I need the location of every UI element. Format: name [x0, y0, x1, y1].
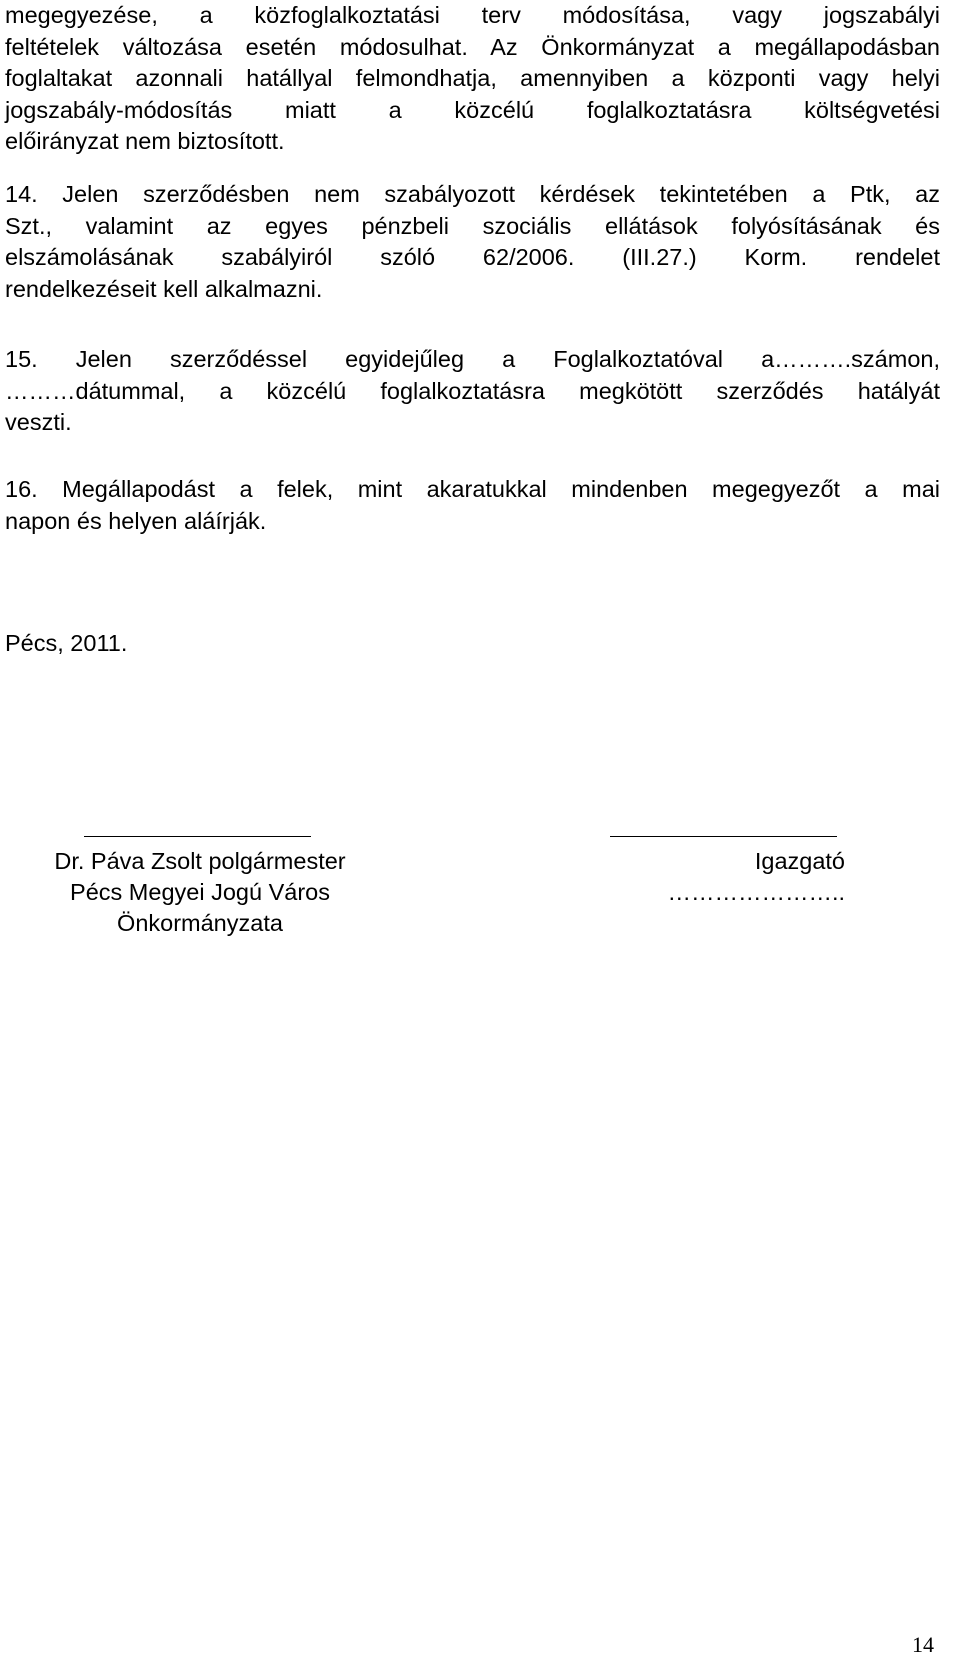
- place-date: Pécs, 2011.: [5, 630, 128, 656]
- text-line: feltételek változása esetén módosulhat. Az Önkormányzat a megállapodásban: [5, 33, 940, 60]
- text-line: veszti.: [5, 409, 72, 435]
- paragraph-15: [5, 344, 940, 439]
- text-line: rendelkezéseit kell alkalmazni.: [5, 275, 323, 302]
- signatory-left-org-2: Önkormányzata: [117, 910, 283, 936]
- text-line: 15. Jelen szerződéssel egyidejűleg a Foglalkoztatóval a……….számon,: [5, 346, 940, 372]
- text-line: megegyezése, a közfoglalkoztatási terv módosítása, vagy jogszabályi: [5, 2, 940, 28]
- paragraph-16: [5, 474, 940, 537]
- text-line: 14. Jelen szerződésben nem szabályozott kérdések tekintetében a Ptk, az: [5, 181, 940, 207]
- text-line: foglaltakat azonnali hatállyal felmondhatja, amennyiben a központi vagy helyi: [5, 65, 940, 91]
- paragraph-13-continuation: [5, 0, 940, 158]
- text-line: előirányzat nem biztosított.: [5, 128, 285, 154]
- text-line: napon és helyen aláírják.: [5, 507, 267, 534]
- signature-line-right: [610, 836, 837, 837]
- text-line: ………dátummal, a közcélú foglalkoztatásra megkötött szerződés hatályát: [5, 377, 940, 404]
- signatory-right-title: Igazgató: [754, 848, 845, 874]
- text-line: jogszabály-módosítás miatt a közcélú foglalkoztatásra költségvetési: [5, 96, 940, 123]
- text-line: Szt., valamint az egyes pénzbeli szociális ellátások folyósításának és: [5, 212, 940, 239]
- text-line: elszámolásának szabályiról szóló 62/2006. (III.27.) Korm. rendelet: [5, 244, 940, 270]
- paragraph-14: [5, 179, 940, 305]
- signatory-left-name: Dr. Páva Zsolt polgármester: [54, 848, 346, 874]
- signature-line-left: [84, 836, 311, 837]
- signatory-left-org: Pécs Megyei Jogú Város: [70, 879, 330, 905]
- text-line: 16. Megállapodást a felek, mint akaratukkal mindenben megegyezőt a mai: [5, 476, 940, 502]
- page-number: 14: [912, 1632, 934, 1657]
- signatory-right-placeholder: …………………..: [667, 879, 845, 905]
